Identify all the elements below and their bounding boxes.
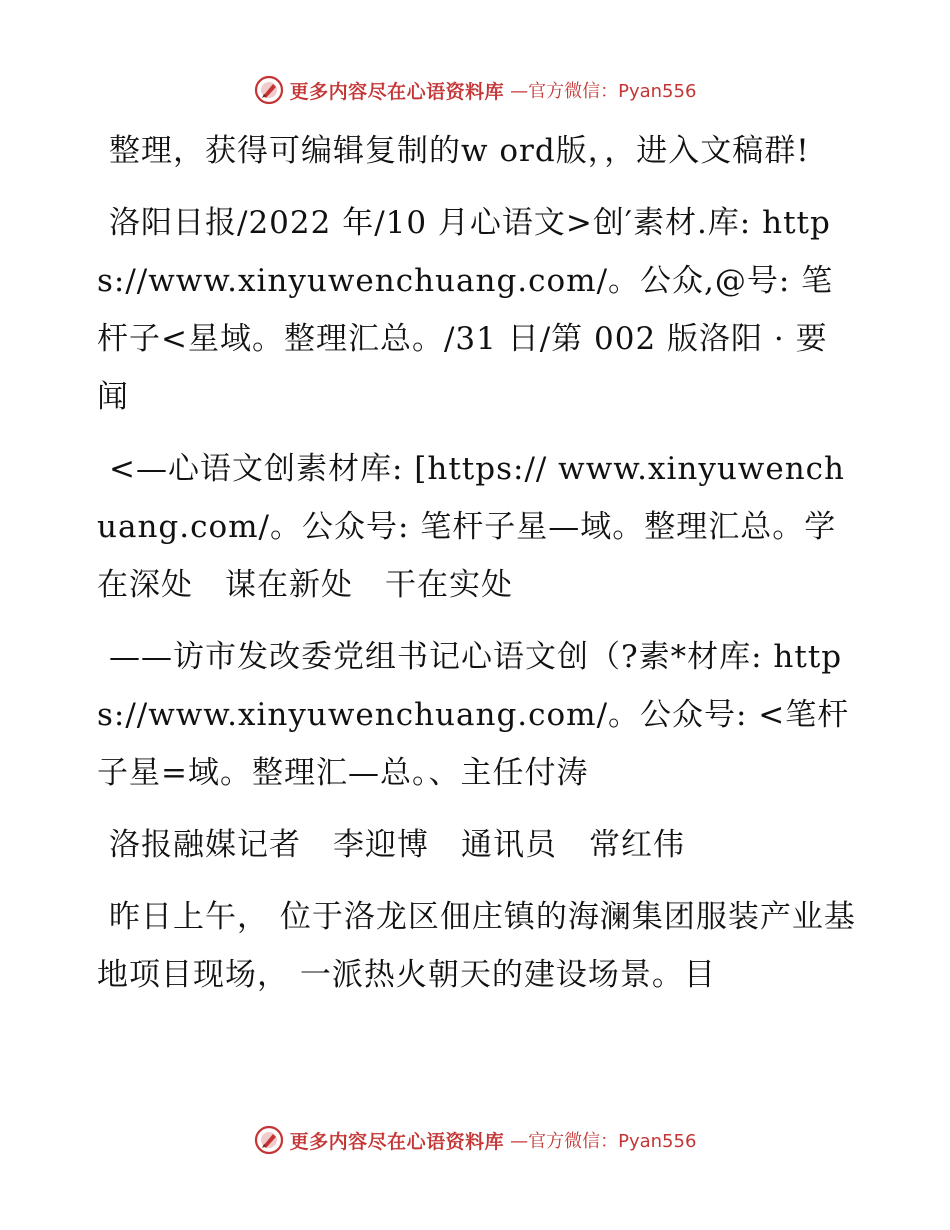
pen-nib-seal-icon <box>254 1125 284 1155</box>
banner-main-text: 更多内容尽在心语资料库 <box>289 1130 505 1153</box>
header-banner <box>0 70 950 110</box>
banner-main-text: 更多内容尽在心语资料库 <box>289 80 505 103</box>
banner-inner <box>254 1125 697 1155</box>
footer-banner <box>0 1120 950 1160</box>
paragraph-byline: 洛报融媒记者 李迎博 通讯员 常红伟 <box>109 827 685 863</box>
paragraph-intro: 整理，获得可编辑复制的w ord版，，进入文稿群! <box>109 133 810 169</box>
paragraph-source: 洛阳日报/2022 年/10 月心语文>创′素材.库: https://www.xinyuwenchuang.com/。公众,@号: 笔杆子<星域。整理汇总。/31 日/第 002 版洛阳 · 要闻 <box>97 205 834 415</box>
paragraph-subheadline: ——访市发改委党组书记心语文创（?素*材库: https://www.xinyuwenchuang.com/。公众号: <笔杆子星=域。整理汇—总。、主任付涛 <box>97 639 850 791</box>
banner-sub-text: —官方微信：Pyan556 <box>510 81 697 102</box>
document-body <box>97 122 857 1018</box>
banner-sub-text: —官方微信：Pyan556 <box>510 1131 697 1152</box>
pen-nib-seal-icon <box>254 75 284 105</box>
paragraph-body: 昨日上午， 位于洛龙区佃庄镇的海澜集团服装产业基地项目现场， 一派热火朝天的建设场景。目 <box>97 899 856 993</box>
paragraph-headline: <—心语文创素材库: [https:// www.xinyuwenchuang.com/。公众号: 笔杆子星—域。整理汇总。学在深处 谋在新处 干在实处 <box>97 451 845 603</box>
banner-inner <box>254 75 697 105</box>
